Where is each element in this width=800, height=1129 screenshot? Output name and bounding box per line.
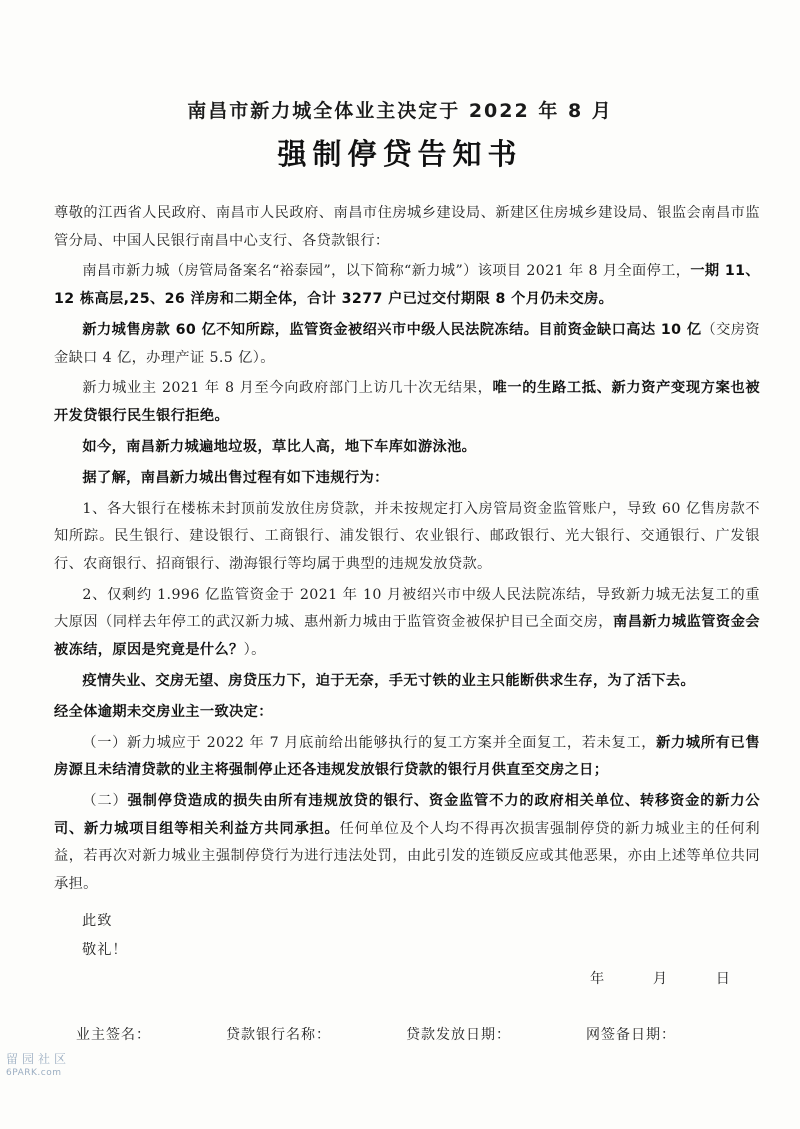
filing-date-label: 网签备日期： (586, 1027, 676, 1043)
paragraph-decision-2 (54, 788, 760, 898)
owner-signature-label: 业主签名： (76, 1027, 151, 1043)
p7-text: 2、仅剩约 1.996 亿监管资金于 2021 年 10 月被绍兴市中级人民法院冻结，导致新力城无法复工的重大原因（同样去年停工的武汉新力城、惠州新力城由于监管资金被保护目已全面交房， (54, 586, 760, 631)
paragraph-reason (54, 668, 760, 696)
p5-bold: 据了解，南昌新力城出售过程有如下违规行为： (82, 469, 389, 486)
p11-lead: （二） (82, 793, 128, 810)
title-line-1: 南昌市新力城全体业主决定于 2022 年 8 月 (187, 100, 613, 122)
date-line (590, 968, 730, 988)
p8-bold: 疫情失业、交房无望、房贷压力下，迫于无奈，手无寸铁的业主只能断供求生存，为了活下去。 (82, 672, 696, 689)
salutation: 尊敬的江西省人民政府、南昌市人民政府、南昌市住房城乡建设局、新建区住房城乡建设局、银监会南昌市监管分局、中国人民银行南昌中心支行、各贷款银行： (54, 205, 760, 249)
loan-date-label: 贷款发放日期： (406, 1027, 511, 1043)
signature-fields (76, 1024, 676, 1044)
date-year-label: 年 (590, 971, 605, 987)
paragraph-funds (54, 317, 760, 372)
p1-bold: 一期 11、12 栋高层,25、26 洋房和二期全体，合计 3277 户已过交付期限 8 个月仍未交房。 (54, 263, 760, 308)
p10-bold: 新力城所有已售房源且未结清贷款的业主将强制停止还各违规发放银行贷款的银行月供直至交房之日； (54, 734, 760, 779)
p7-bold: 南昌新力城监管资金会被冻结，原因是究竟是什么？ (54, 614, 760, 658)
paragraph-violation-1: 1、各大银行在楼栋未封顶前发放住房贷款，并未按规定打入房管局资金监管账户，导致 60 亿售房款不知所踪。民生银行、建设银行、工商银行、浦发银行、农业银行、邮政银行、光大银行、交通银行、广发银行、农商银行、招商银行、渤海银行等均属于典型的违规发放贷款。 (54, 500, 760, 572)
letter-body (54, 200, 760, 902)
date-month-label: 月 (652, 971, 668, 987)
loan-bank-label: 贷款银行名称： (226, 1027, 331, 1043)
p4-bold: 如今，南昌新力城遍地垃圾，草比人高，地下车库如游泳池。 (82, 438, 477, 455)
paragraph-decision-intro (54, 699, 760, 727)
closing-line-1: 此致 (82, 913, 113, 929)
p10-text: （一）新力城应于 2022 年 7 月底前给出能够执行的复工方案并全面复工，若未复工， (82, 734, 657, 751)
watermark-line-2: 6PARK.com (6, 1068, 62, 1078)
watermark (6, 1050, 86, 1078)
p2-text: （交房资金缺口 4 亿，办理产证 5.5 亿）。 (54, 321, 760, 366)
paragraph-violation-2 (54, 582, 760, 665)
p1-text: 南昌市新力城（房管局备案名“裕泰园”，以下简称“新力城”）该项目 2021 年 8 月全面停工， (82, 263, 691, 280)
p9-bold: 经全体逾期未交房业主一致决定： (54, 703, 273, 720)
paragraph-petitions (54, 375, 760, 430)
paragraph-decision-1 (54, 730, 760, 785)
p2-bold: 新力城售房款 60 亿不知所踪，监管资金被绍兴市中级人民法院冻结。目前资金缺口高达 10 亿 (82, 321, 702, 338)
document-title: 强制停贷告知书 (277, 137, 523, 171)
paragraph-project-status (54, 258, 760, 313)
closing-line-2: 敬礼！ (82, 942, 128, 958)
p7-end: ）。 (243, 641, 266, 658)
p11-text: 任何单位及个人均不得再次损害强制停贷的新力城业主的任何利益，若再次对新力城业主强制停贷行为进行违法处罚，由此引发的连锁反应或其他恶果，亦由上述等单位共同承担。 (54, 820, 761, 892)
paragraph-site-condition (54, 434, 760, 462)
date-day-label: 日 (715, 971, 730, 987)
p3-bold: 唯一的生路工抵、新力资产变现方案也被开发贷银行民生银行拒绝。 (54, 380, 760, 425)
watermark-line-1: 留园社区 (6, 1052, 71, 1066)
p3-text: 新力城业主 2021 年 8 月至今向政府部门上访几十次无结果， (82, 380, 493, 397)
p11-bold: 强制停贷造成的损失由所有违规放贷的银行、资金监管不力的政府相关单位、转移资金的新力公司、新力城项目组等相关利益方共同承担。 (54, 793, 761, 837)
paragraph-violations-intro (54, 465, 760, 493)
